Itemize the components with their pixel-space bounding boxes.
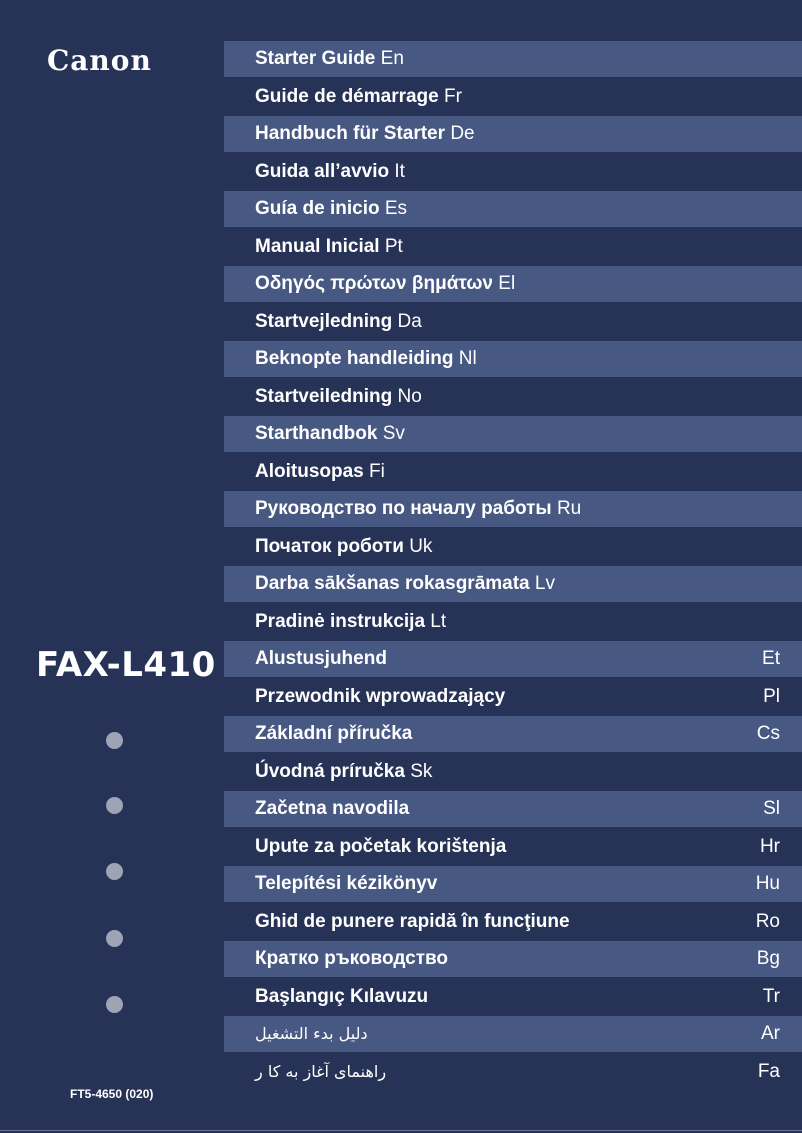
guide-title: راهنمای آغاز به کا ر (255, 1061, 387, 1081)
guide-row (224, 941, 802, 977)
guide-row (224, 1016, 802, 1052)
guide-row (224, 529, 802, 565)
language-code: Ro (755, 910, 780, 932)
language-code: El (498, 273, 516, 294)
guide-title: Кратко ръководство (255, 948, 449, 969)
language-code: Lt (430, 610, 447, 632)
guide-row (224, 154, 802, 190)
guide-title: Starter Guide (255, 48, 376, 69)
guide-title: Manual Inicial (255, 235, 380, 257)
guide-row (224, 304, 802, 340)
canon-logo: Canon (47, 44, 152, 77)
language-code: Pl (763, 685, 780, 707)
guide-title: Handbuch für Starter (255, 123, 446, 144)
language-code: No (397, 385, 422, 407)
dot (106, 797, 123, 814)
guide-row (224, 491, 802, 527)
guide-title: Alustusjuhend (255, 648, 387, 669)
guide-row (224, 79, 802, 115)
language-code: Fr (444, 85, 462, 107)
guide-title: Upute za početak korištenja (255, 835, 507, 857)
language-code: Cs (756, 723, 780, 744)
guide-title: Οδηγός πρώτων βημάτων (255, 273, 493, 294)
dot (106, 732, 123, 749)
language-code: Fa (757, 1060, 780, 1082)
guide-row (224, 791, 802, 827)
guide-title: Beknopte handleiding (255, 348, 454, 369)
guide-row (224, 341, 802, 377)
guide-title: Przewodnik wprowadzający (255, 685, 506, 707)
language-code: Sk (410, 760, 433, 782)
language-code: Hu (755, 873, 780, 894)
guide-row (224, 641, 802, 677)
model-name: FAX-L410 (36, 645, 216, 685)
language-code: Sl (763, 798, 780, 819)
guide-title: Pradinė instrukcija (255, 610, 426, 632)
guide-title: Základní příručka (255, 723, 413, 744)
language-code: Es (384, 198, 408, 219)
language-code: Ar (761, 1023, 780, 1044)
guide-row (224, 266, 802, 302)
language-code: Pt (384, 235, 403, 257)
guide-row (224, 416, 802, 452)
document-code: FT5-4650 (020) (70, 1087, 154, 1101)
guide-row (224, 866, 802, 902)
guide-row (224, 229, 802, 265)
guide-title: Telepítési kézikönyv (255, 873, 438, 894)
guide-row (224, 454, 802, 490)
language-code: En (380, 48, 404, 69)
guide-row (224, 566, 802, 602)
guide-row (224, 379, 802, 415)
language-code: Sv (382, 423, 405, 444)
guide-title: Руководство по началу работы (255, 498, 552, 519)
guide-row (224, 116, 802, 152)
language-code: Fi (369, 460, 385, 482)
guide-title: دليل بدء التشغيل (255, 1024, 368, 1043)
dot (106, 863, 123, 880)
guide-title: Guía de inicio (255, 198, 380, 219)
guide-title: Darba sākšanas rokasgrāmata (255, 573, 530, 594)
guide-title: Başlangıç Kılavuzu (255, 985, 429, 1007)
guide-row (224, 754, 802, 790)
guide-title: Startvejledning (255, 310, 393, 332)
language-code: It (394, 160, 405, 182)
guide-title: Úvodná príručka (255, 760, 405, 782)
language-code: Bg (756, 948, 780, 969)
guide-row (224, 191, 802, 227)
guide-title: Початок роботи (255, 535, 404, 557)
guide-title: Guide de démarrage (255, 85, 439, 107)
language-code: Tr (762, 985, 780, 1007)
guide-title: Startveiledning (255, 385, 393, 407)
guide-row (224, 904, 802, 940)
guide-row (224, 829, 802, 865)
bottom-divider (0, 1130, 802, 1131)
dot (106, 996, 123, 1013)
guide-row (224, 604, 802, 640)
dot (106, 930, 123, 947)
guide-row (224, 716, 802, 752)
guide-title: Starthandbok (255, 423, 378, 444)
guide-row (224, 979, 802, 1015)
guide-title: Aloitusopas (255, 460, 364, 482)
guide-title: Začetna navodila (255, 798, 410, 819)
guide-row (224, 1054, 802, 1090)
language-guide-list (224, 41, 802, 1091)
guide-row (224, 679, 802, 715)
language-code: Hr (759, 835, 780, 857)
language-code: Ru (556, 498, 582, 519)
language-code: Et (762, 648, 780, 669)
language-code: Lv (534, 573, 555, 594)
language-code: Nl (458, 348, 477, 369)
guide-title: Guida all’avvio (255, 160, 390, 182)
language-code: De (450, 123, 475, 144)
guide-row (224, 41, 802, 77)
guide-title: Ghid de punere rapidă în funcţiune (255, 910, 570, 932)
language-code: Uk (409, 535, 433, 557)
language-code: Da (397, 310, 422, 332)
